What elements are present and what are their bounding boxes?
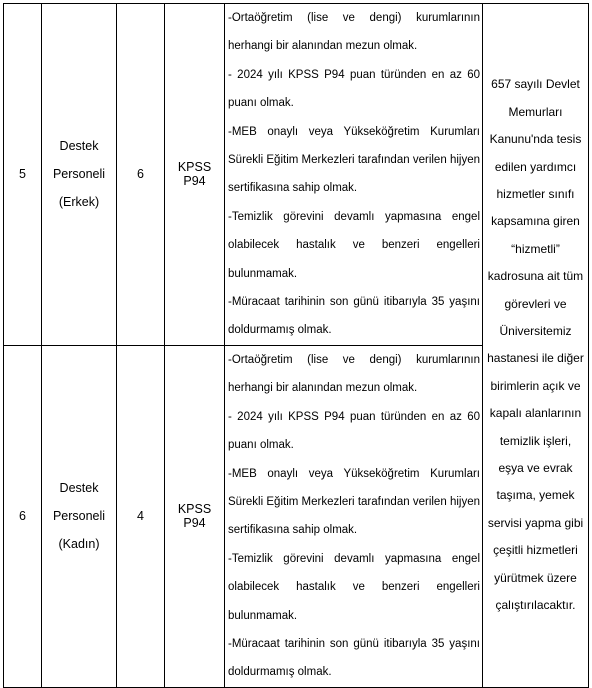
position-name [42, 4, 117, 346]
position-name-line: (Kadın) [58, 537, 100, 552]
row-number: 5 [4, 4, 42, 346]
positions-table [3, 3, 589, 688]
table-row [4, 4, 589, 346]
requirements-cell [225, 4, 483, 346]
position-name-line: Destek [59, 139, 99, 154]
requirement-item: -MEB onaylı veya Yükseköğretim Kurumları Sürekli Eğitim Merkezleri tarafından verilen hijyen sertifikasına sahip olmak. [228, 125, 480, 195]
requirement-item: -Temizlik görevini devamlı yapmasına engel olabilecek hastalık ve benzeri engelleri bulunmamak. [228, 552, 480, 622]
requirement-item: -Ortaöğretim (lise ve dengi) kurumlarının herhangi bir alanından mezun olmak. [228, 353, 480, 395]
requirement-item: -Temizlik görevini devamlı yapmasına engel olabilecek hastalık ve benzeri engelleri bulunmamak. [228, 210, 480, 280]
row-number: 6 [4, 345, 42, 687]
requirement-item: -Müracaat tarihinin son günü itibarıyla 35 yaşını doldurmamış olmak. [228, 637, 480, 679]
position-count: 6 [117, 4, 165, 346]
requirement-item: - 2024 yılı KPSS P94 puan türünden en az 60 puanı olmak. [228, 68, 480, 110]
position-name-line: Destek [59, 481, 99, 496]
requirement-item: -MEB onaylı veya Yükseköğretim Kurumları Sürekli Eğitim Merkezleri tarafından verilen hijyen sertifikasına sahip olmak. [228, 467, 480, 537]
kpss-score-type: KPSS P94 [165, 4, 225, 346]
requirement-item: -Müracaat tarihinin son günü itibarıyla 35 yaşını doldurmamış olmak. [228, 296, 480, 337]
requirement-item: - 2024 yılı KPSS P94 puan türünden en az 60 puanı olmak. [228, 410, 480, 452]
requirement-item: -Ortaöğretim (lise ve dengi) kurumlarının herhangi bir alanından mezun olmak. [228, 12, 480, 53]
job-description: 657 sayılı Devlet Memurları Kanunu'nda tesis edilen yardımcı hizmetler sınıfı kapsamına giren “hizmetli” kadrosuna ait tüm görevleri ve Üniversitemiz hastanesi ile diğer birimlerin açık ve kapalı alanlarının temizlik işleri, eşya ve evrak taşıma, yemek servisi yapma gibi çeşitli hizmetleri yürütmek üzere çalıştırılacaktır. [483, 4, 589, 688]
requirements-cell [225, 345, 483, 687]
position-name-line: Personeli [52, 167, 106, 182]
kpss-score-type: KPSS P94 [165, 345, 225, 687]
position-name-line: (Erkek) [58, 195, 100, 210]
position-count: 4 [117, 345, 165, 687]
position-name-line: Personeli [52, 509, 106, 524]
position-name [42, 345, 117, 687]
